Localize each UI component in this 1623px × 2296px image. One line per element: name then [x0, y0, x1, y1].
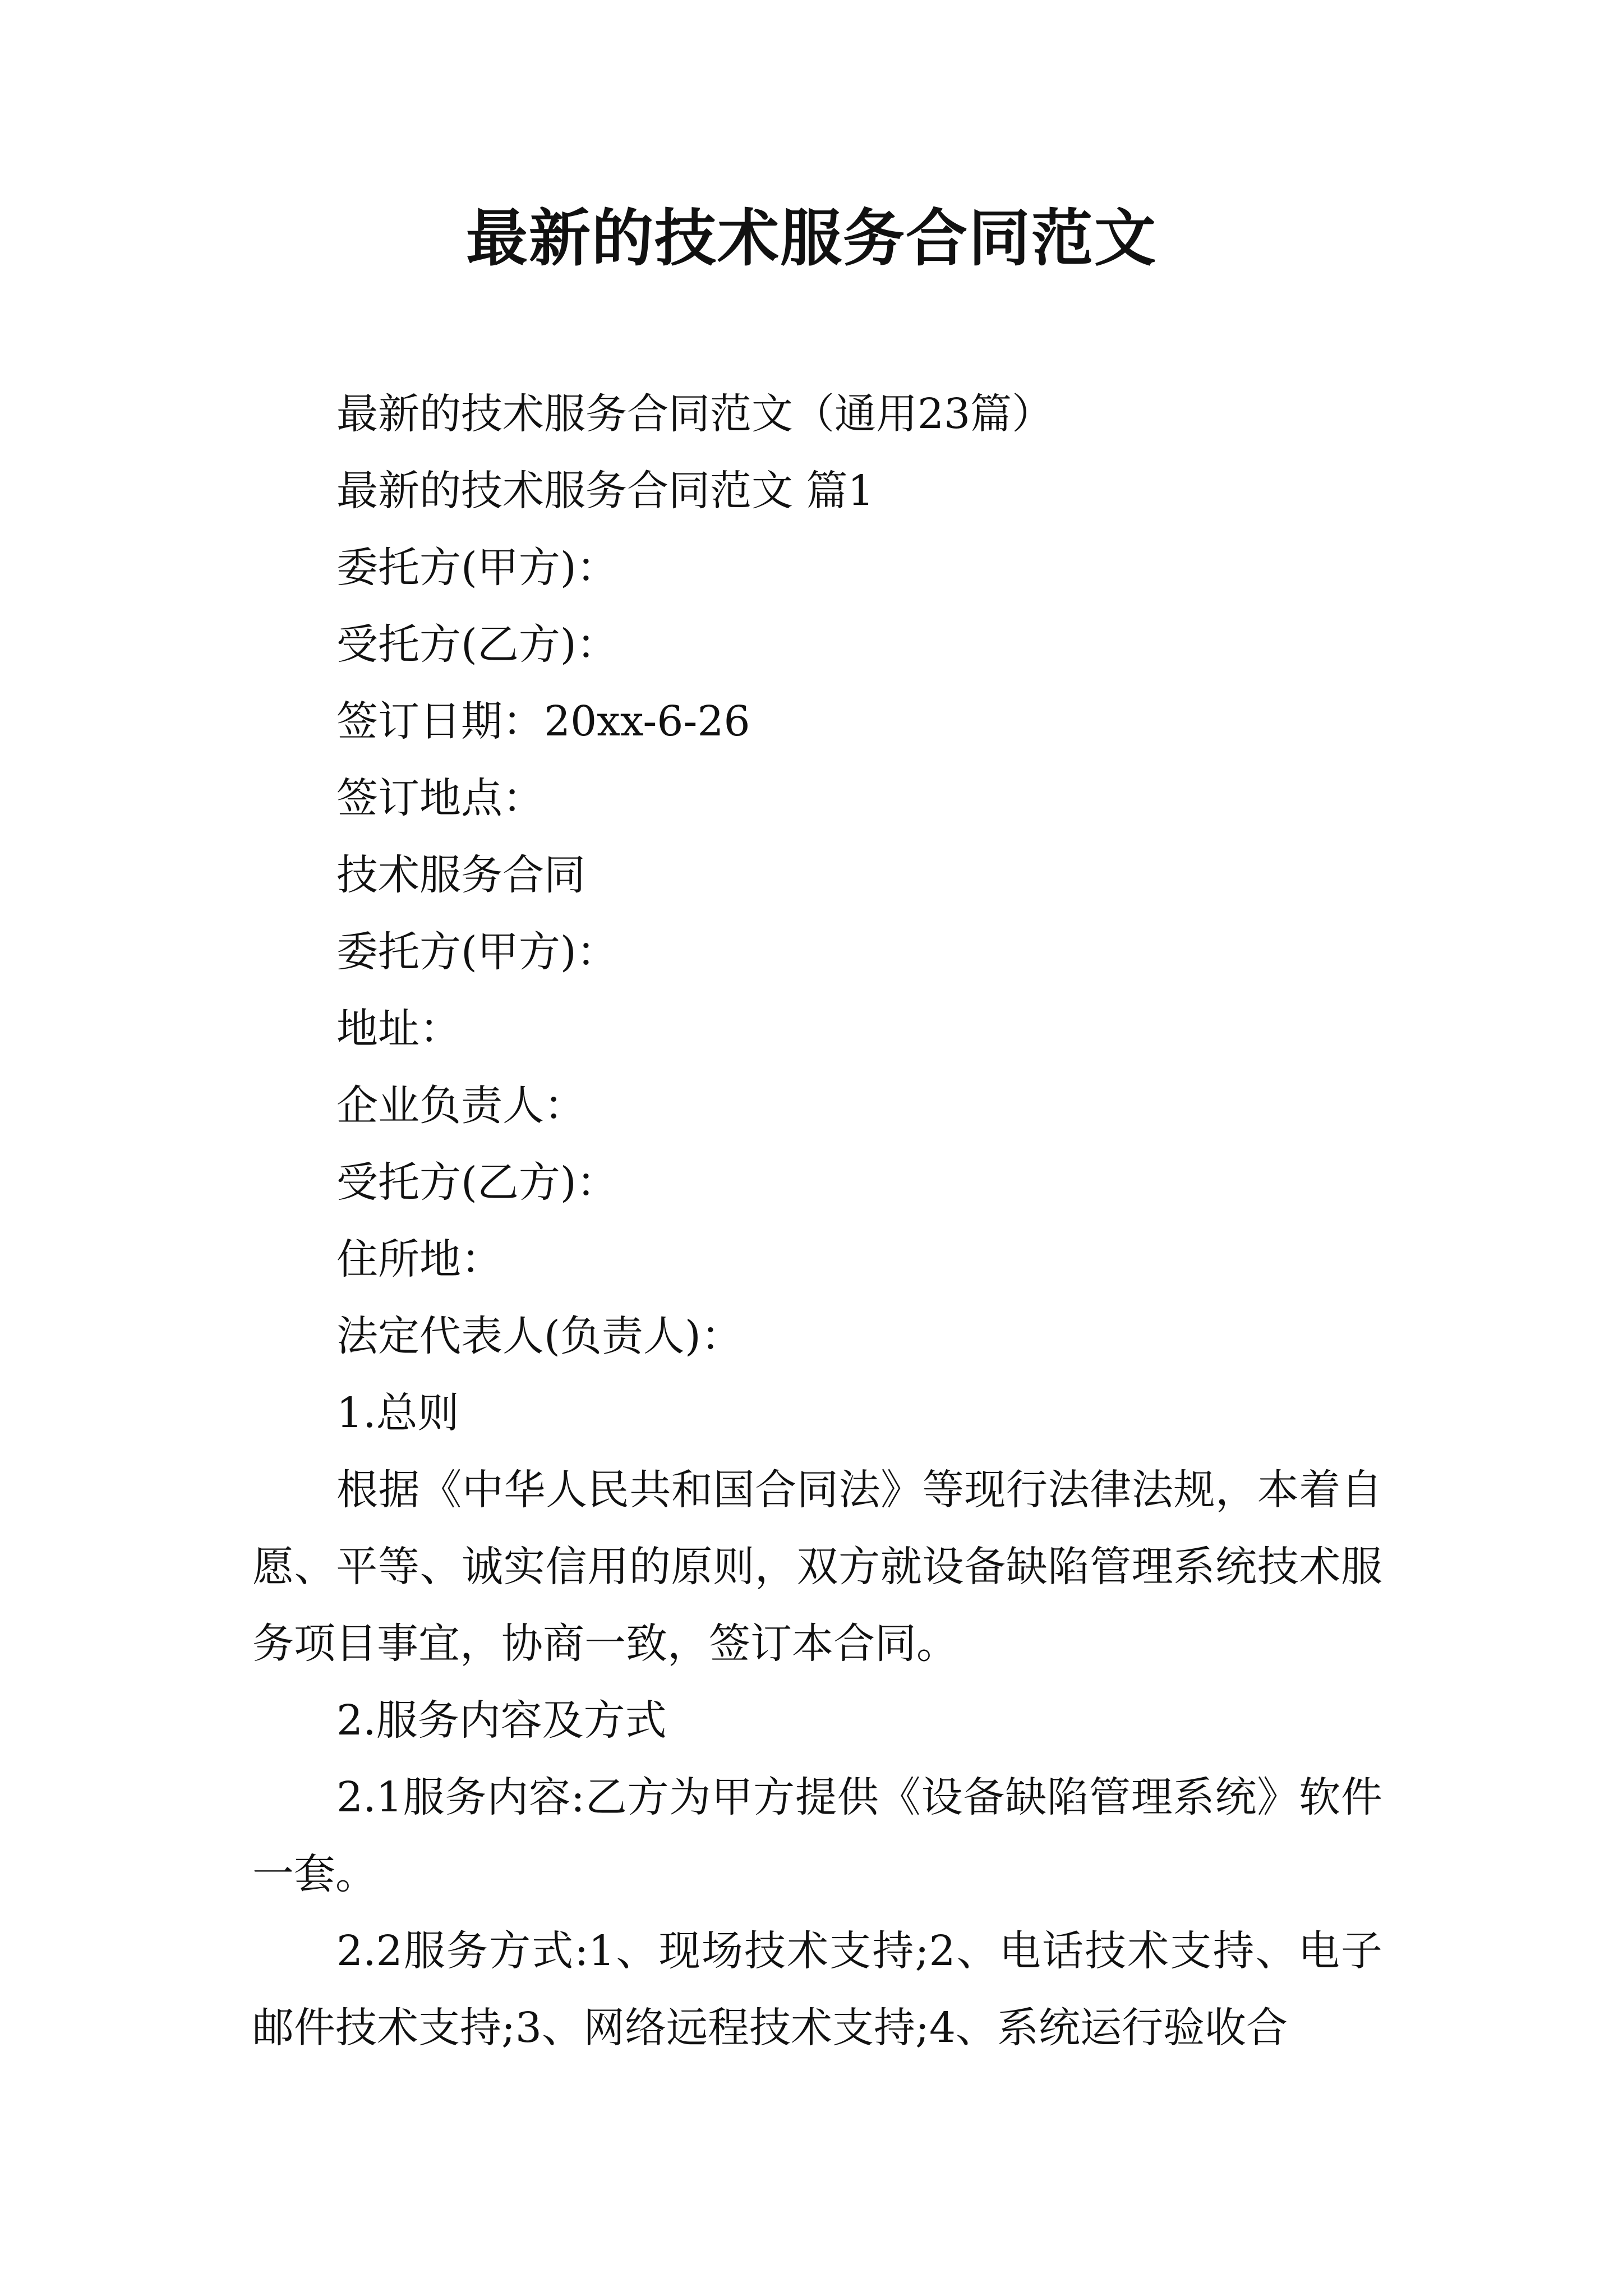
party-a-label-2: 委托方(甲方)：: [336, 928, 618, 976]
section-1-heading: 1.总则: [336, 1389, 459, 1437]
party-a-label: 委托方(甲方)：: [336, 544, 618, 592]
subtitle-line: 最新的技术服务合同范文（通用23篇）: [336, 390, 1054, 438]
legal-representative-label: 法定代表人(负责人)：: [336, 1312, 743, 1360]
service-content-paragraph: 2.1服务内容:乙方为甲方提供《设备缺陷管理系统》软件一套。: [252, 1773, 1382, 1898]
section-2-heading: 2.服务内容及方式: [336, 1696, 667, 1745]
signing-place: 签订地点：: [336, 774, 544, 822]
party-b-label: 受托方(乙方)：: [336, 620, 618, 669]
contract-name: 技术服务合同: [336, 851, 585, 899]
general-principle-paragraph: 根据《中华人民共和国合同法》等现行法律法规，本着自愿、平等、诚实信用的原则，双方就设备缺陷管理系统技术服务项目事宜，协商一致，签订本合同。: [252, 1466, 1382, 1668]
document-body: [252, 376, 1382, 2067]
section-heading: 最新的技术服务合同范文 篇1: [336, 467, 874, 515]
service-method-paragraph: 2.2服务方式:1、现场技术支持;2、电话技术支持、电子邮件技术支持;3、网络远程技术支持;4、系统运行验收合: [252, 1927, 1382, 2052]
document-title: 最新的技术服务合同范文: [466, 202, 1157, 274]
address-label: 地址：: [336, 1005, 461, 1053]
party-b-label-2: 受托方(乙方)：: [336, 1158, 618, 1207]
residence-label: 住所地：: [336, 1235, 502, 1283]
company-head-label: 企业负责人：: [336, 1082, 585, 1130]
signing-date: 签订日期：20xx-6-26: [336, 697, 750, 746]
